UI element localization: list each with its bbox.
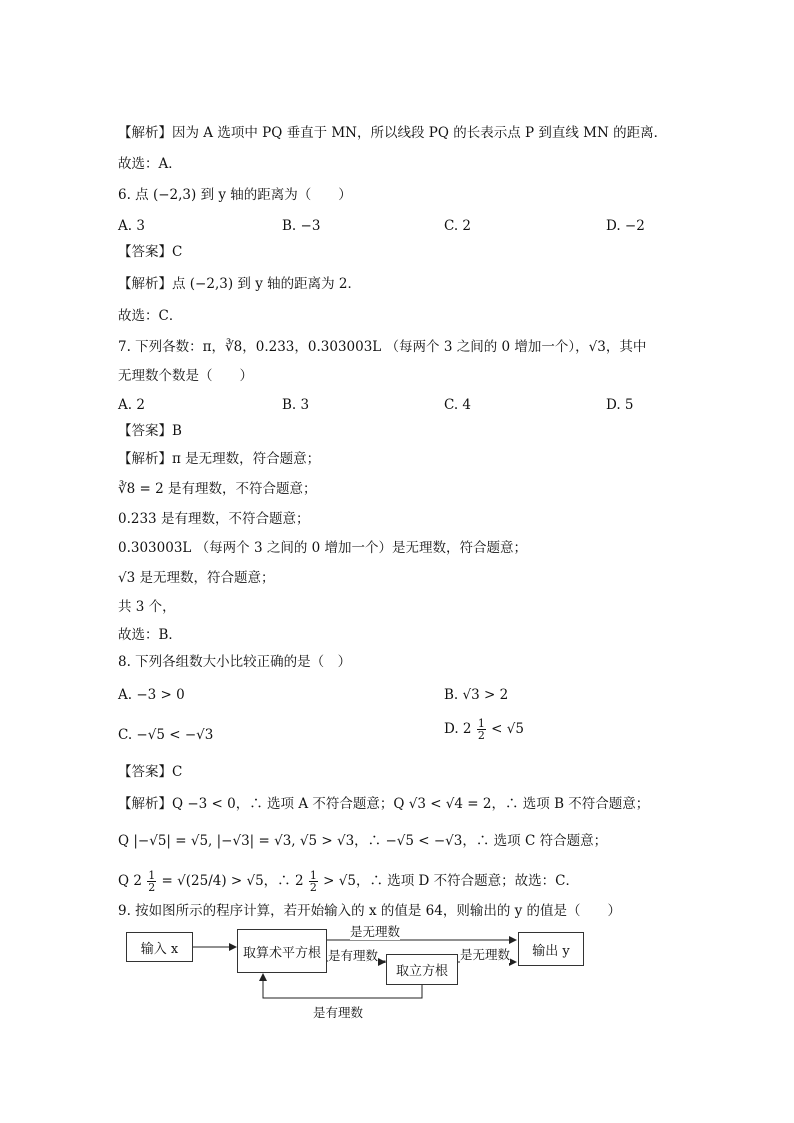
flow-cbrt-box bbox=[386, 954, 458, 985]
flow-sqrt-box bbox=[237, 929, 327, 973]
q7-option-d: D. 5 bbox=[606, 397, 634, 413]
flow-label-irrational-right: 是无理数 bbox=[460, 947, 511, 962]
q7-explanation-3: 0.233 是有理数，不符合题意； bbox=[118, 511, 310, 527]
flow-input-label: 输入 x bbox=[140, 941, 179, 957]
q6-option-d: D. −2 bbox=[606, 218, 645, 234]
flow-output-box bbox=[518, 932, 584, 966]
flow-cbrt-label: 取立方根 bbox=[395, 964, 448, 979]
q7-explanation-4: 0.303003L （每两个 3 之间的 0 增加一个）是无理数，符合题意； bbox=[118, 540, 528, 556]
q7-option-a: A. 2 bbox=[118, 397, 145, 413]
fraction-numerator: 1 bbox=[309, 869, 317, 882]
flow-input-box bbox=[126, 932, 193, 962]
q7-explanation-6: 共 3 个， bbox=[118, 599, 176, 615]
q7-selection: 故选：B． bbox=[118, 627, 182, 643]
q7-option-c: C. 4 bbox=[444, 397, 472, 413]
q8-e3-suffix: > √5，∴ 选项 D 不符合题意；故选：C． bbox=[323, 873, 579, 889]
q8-explanation-2: Q |−√5| = √5, |−√3| = √3, √5 > √3，∴ −√5 < −√3，∴ 选项 C 符合题意； bbox=[118, 833, 608, 849]
fraction-numerator: 1 bbox=[477, 717, 485, 730]
q8-option-a: A. −3 > 0 bbox=[118, 687, 185, 703]
q7-explanation-2: ∛8 = 2 是有理数，不符合题意； bbox=[118, 481, 317, 497]
q7-option-b: B. 3 bbox=[282, 397, 310, 413]
q8-answer: 【答案】C bbox=[118, 764, 183, 780]
q8-option-c: C. −√5 < −√3 bbox=[118, 727, 214, 743]
q8-option-d-prefix: D. 2 bbox=[444, 721, 472, 737]
q8-e3-prefix: Q 2 bbox=[118, 873, 142, 889]
question-7: 7. 下列各数：π，∛8，0.233，0.303003L （每两个 3 之间的 0 增加一个），√3，其中 bbox=[118, 339, 647, 355]
q6-option-c: C. 2 bbox=[444, 218, 472, 234]
fraction-denominator: 2 bbox=[309, 881, 317, 894]
q7-explanation-1: 【解析】π 是无理数，符合题意； bbox=[118, 451, 321, 467]
flow-label-irrational-top: 是无理数 bbox=[350, 924, 401, 939]
answer-selection-q5: 故选：A． bbox=[118, 156, 182, 172]
question-6: 6. 点 (−2,3) 到 y 轴的距离为（ ） bbox=[118, 187, 352, 203]
q6-answer: 【答案】C bbox=[118, 244, 183, 260]
q8-option-d-suffix: < √5 bbox=[491, 721, 524, 737]
q6-selection: 故选：C． bbox=[118, 308, 183, 324]
q8-e3-middle: = √(25/4) > √5，∴ 2 bbox=[161, 873, 304, 889]
q8-explanation-1: 【解析】Q −3 < 0，∴ 选项 A 不符合题意；Q √3 < √4 = 2，∴ 选项 B 不符合题意； bbox=[118, 796, 650, 812]
flow-output-label: 输出 y bbox=[532, 943, 570, 959]
question-9: 9. 按如图所示的程序计算，若开始输入的 x 的值是 64，则输出的 y 的值是（ ） bbox=[118, 903, 622, 919]
flow-sqrt-label: 取算术平方根 bbox=[242, 945, 321, 961]
q6-option-b: B. −3 bbox=[282, 218, 321, 234]
q7-answer: 【答案】B bbox=[118, 423, 182, 439]
question-7-cont: 无理数个数是（ ） bbox=[118, 368, 253, 384]
flow-label-rational-bottom: 是有理数 bbox=[313, 1005, 364, 1020]
fraction-denominator: 2 bbox=[148, 881, 156, 894]
flow-label-rational-mid: 是有理数 bbox=[328, 948, 379, 963]
q6-option-a: A. 3 bbox=[118, 218, 145, 234]
fraction-numerator: 1 bbox=[148, 869, 156, 882]
question-8: 8. 下列各组数大小比较正确的是（ ） bbox=[118, 654, 352, 670]
fraction-denominator: 2 bbox=[477, 729, 485, 742]
q8-option-b: B. √3 > 2 bbox=[444, 687, 509, 703]
q7-explanation-5: √3 是无理数，符合题意； bbox=[118, 570, 275, 586]
q6-explanation: 【解析】点 (−2,3) 到 y 轴的距离为 2． bbox=[118, 276, 361, 292]
explanation-q5: 【解析】因为 A 选项中 PQ 垂直于 MN，所以线段 PQ 的长表示点 P 到直线 MN 的距离． bbox=[118, 125, 668, 141]
